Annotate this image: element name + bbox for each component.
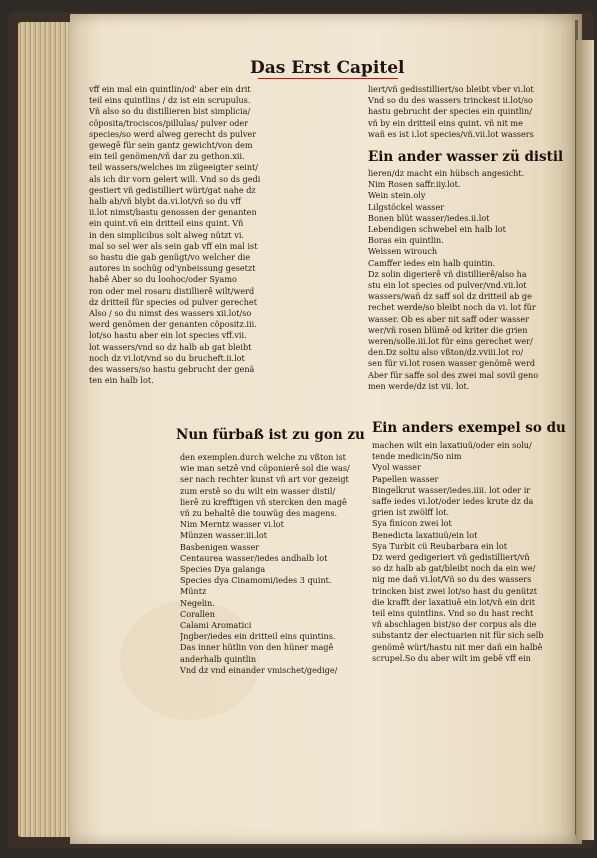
- text-line: species/so werd alweg gerecht ds pulver: [89, 128, 257, 139]
- section-heading-another-example: Ein anders exempel so du: [372, 420, 566, 436]
- text-line: den.Dz soltu also vßton/dz.vviii.lot ro/: [368, 347, 524, 358]
- column-right-recipe: [368, 168, 568, 392]
- text-line: tende medicin/So nim: [372, 451, 462, 462]
- text-line: saffe iedes vi.lot/oder iedes krute dz da: [372, 496, 534, 507]
- column-right-top: [368, 84, 568, 140]
- text-line: lierê zu krefftigen vñ stercken den magê: [180, 496, 347, 507]
- text-line: Nim Merntz wasser vi.lot: [180, 519, 284, 530]
- text-line: die krafft der laxatiuê ein lot/vñ ein drit: [372, 596, 535, 607]
- text-line: so dz halb ab gat/bleibt noch da ein we/: [372, 563, 536, 574]
- text-line: Species dya Cinamomi/iedes 3 quint.: [180, 575, 332, 586]
- text-line: habê Aber so du loohoc/oder Syamo: [89, 274, 237, 285]
- text-line: so hastu die gab genügt/vo welcher die: [89, 252, 251, 263]
- text-line: lieren/dz macht ein hübsch angesicht.: [368, 168, 525, 178]
- section-heading-examples: Nun fürbaß ist zu gon zu: [176, 427, 365, 443]
- text-line: genömê würt/hastu nit mer dañ ein halbê: [372, 641, 543, 652]
- text-line: gestiert vñ gedistilliert würt/gat nahe dz: [89, 184, 256, 195]
- text-line: halb ab/vñ blybt da.vi.lot/vñ so du vff: [89, 196, 241, 207]
- text-line: Müntz: [180, 586, 207, 597]
- page-header-text: Das Erst Capitel: [250, 58, 405, 78]
- text-line: nig me dañ vi.lot/Vñ so du des wassers: [372, 574, 532, 585]
- text-line: Negelin.: [180, 597, 215, 608]
- text-line: wasser. Ob es aber nit saff oder wasser: [368, 313, 530, 324]
- text-line: Papellen wasser: [372, 473, 439, 484]
- column-right-bottom: [372, 440, 572, 664]
- text-line: Centaurea wasser/iedes andhalb lot: [180, 552, 328, 563]
- text-line: Benedicta laxatiuü/ein lot: [372, 529, 478, 540]
- text-line: ten ein halb lot.: [89, 375, 154, 386]
- text-line: rechet werde/so bleibt noch da vi. lot für: [368, 302, 536, 313]
- text-line: wer/vñ rosen blümê od kriter die grien: [368, 324, 528, 335]
- text-line: Lebendigen schwebel ein halb lot: [368, 224, 506, 235]
- text-line: Camffer iedes ein halb quintin.: [368, 257, 496, 268]
- text-line: wassers/wañ dz saff sol dz dritteil ab ge: [368, 291, 532, 302]
- text-line: Vyol wasser: [372, 462, 421, 473]
- text-line: Vnd dz vnd einander vmischet/gedige/: [180, 664, 338, 675]
- text-line: ein quint.vñ ein dritteil eins quint. Vñ: [89, 218, 244, 229]
- section-heading-distil: Ein ander wasser zü distil: [368, 149, 564, 165]
- text-line: trincken bist zwei lot/so hast du genützt: [372, 585, 538, 596]
- text-line: dz dritteil für species od pulver gerechet: [89, 296, 257, 307]
- text-line: noch dz vi.lot/vnd so du brucheft.ii.lot: [89, 352, 245, 363]
- text-line: scrupel.So du aber wilt im gebê vff ein: [372, 652, 531, 663]
- column-left-bottom: [180, 452, 360, 676]
- text-line: ein teil genömen/vñ dar zu gethon.xii.: [89, 151, 245, 162]
- column-left-top: [89, 84, 357, 386]
- text-line: Lilgstöckel wasser: [368, 201, 445, 212]
- text-line: zum erstê so du wilt ein wasser distil/: [180, 485, 336, 496]
- text-line: ii.lot nimst/bastu genossen der genanten: [89, 207, 257, 218]
- text-line: in den simplicibus solt alweg nützt vi.: [89, 229, 244, 240]
- header-underline: [258, 78, 398, 79]
- text-line: Sya Turbit cü Reubarbara ein lot: [372, 540, 508, 551]
- text-line: lot/so hastu aber ein lot species vff.vii.: [89, 330, 247, 341]
- text-line: liert/vñ gedisstilliert/so bleibt vber vi.lot: [368, 84, 534, 94]
- text-line: Dz werd gedigeriert vñ gedistilliert/vñ: [372, 552, 530, 563]
- text-line: Aber für saffe sol des zwei mal sovil geno: [368, 369, 539, 380]
- text-line: vñ zu behaltê die touwüg des magens.: [180, 508, 338, 519]
- page-edges: [18, 22, 78, 837]
- text-line: Calami Aromatici: [180, 620, 252, 631]
- text-line: Dz solin digerierê vñ distillierê/also ha: [368, 268, 527, 279]
- text-line: ser nach rechter kunst vñ art vor gezeigt: [180, 474, 349, 485]
- text-line: wie man setzê vnd cöponierê sol die was/: [180, 463, 350, 474]
- text-line: Jngber/iedes ein dritteil eins quintins.: [180, 631, 336, 642]
- text-line: Sya finicon zwei lot: [372, 518, 452, 529]
- text-line: Species Dya galanga: [180, 564, 266, 575]
- text-line: lot wassers/vnd so dz halb ab gat bleibt: [89, 341, 252, 352]
- text-line: cöposita/trociscos/pillulas/ pulver oder: [89, 117, 249, 128]
- text-line: Basbenigen wasser: [180, 541, 260, 552]
- text-line: Also / so du nimst des wassers xii.lot/so: [89, 308, 252, 319]
- text-line: Weissen wirouch: [368, 246, 438, 257]
- text-line: Bingelkrut wasser/iedes.iiii. lot oder ir: [372, 484, 531, 495]
- text-line: machen wilt ein laxatiuü/oder ein solu/: [372, 440, 532, 450]
- text-line: vñ by ein dritteil eins quint. vñ nit me: [368, 117, 523, 128]
- text-line: anderhalb quintlin: [180, 653, 257, 664]
- text-line: Wein stein.oly: [368, 190, 426, 201]
- facing-page-edge: [576, 40, 594, 840]
- text-line: des wassers/so hastu gebrucht der genä: [89, 364, 255, 375]
- text-line: den exemplen.durch welche zu vßton ist: [180, 452, 346, 462]
- text-line: vff ein mal ein quintlin/od' aber ein drit: [89, 84, 251, 94]
- text-line: sen für vi.lot rosen wasser genömê werd: [368, 358, 536, 369]
- text-line: teil wassers/welches im zügeeigter seint/: [89, 162, 259, 173]
- text-line: stu ein lot species od pulver/vnd.vii.lot: [368, 280, 527, 291]
- text-line: teil eins quintlins. Vnd so du hast recht: [372, 608, 534, 619]
- text-line: grien ist zwölff lot.: [372, 507, 450, 518]
- text-line: mal so sel wer als sein gab vff ein mal ist: [89, 240, 258, 251]
- text-line: Vnd so du des wassers trinckest ii.lot/so: [368, 95, 533, 106]
- text-line: gewegê für sein gantz gewicht/von dem: [89, 140, 253, 151]
- text-line: als ich dir vorn gelert will. Vnd so ds gedi: [89, 173, 261, 184]
- text-line: Corallen: [180, 608, 215, 619]
- text-line: substantz der electuarien nit für sich selb: [372, 630, 544, 641]
- text-line: hastu gebrucht der species ein quintlin/: [368, 106, 532, 117]
- text-line: autores in sochüg od'ynbeissung gesetzt: [89, 263, 256, 274]
- text-line: vñ abschlagen bist/so der corpus als die: [372, 619, 537, 630]
- text-line: Münzen wasser.iii.lot: [180, 530, 268, 541]
- text-line: werd genömen der genanten cöpositz.iii.: [89, 319, 257, 330]
- text-line: Das inner hütlin von den hüner magê: [180, 642, 334, 653]
- text-line: Boras ein quintlin.: [368, 235, 444, 246]
- text-line: ron oder mel rosaru distillierê wilt/werd: [89, 285, 255, 296]
- text-line: Nim Rosen saffr.iiy.lot.: [368, 179, 461, 190]
- text-line: wañ es ist i.lot species/vñ.vii.lot wassers: [368, 128, 534, 139]
- text-line: teil eins quintlins / dz ist ein scrupulus.: [89, 95, 251, 106]
- text-line: Vñ also so du distillieren bist simplicia/: [89, 106, 251, 117]
- text-line: weren/solle.iii.lot für eins gerechet wer/: [368, 336, 533, 347]
- page-header: [250, 58, 405, 78]
- text-line: Bonen blüt wasser/iedes.ii.lot: [368, 212, 490, 223]
- text-line: men werde/dz ist vii. lot.: [368, 380, 470, 391]
